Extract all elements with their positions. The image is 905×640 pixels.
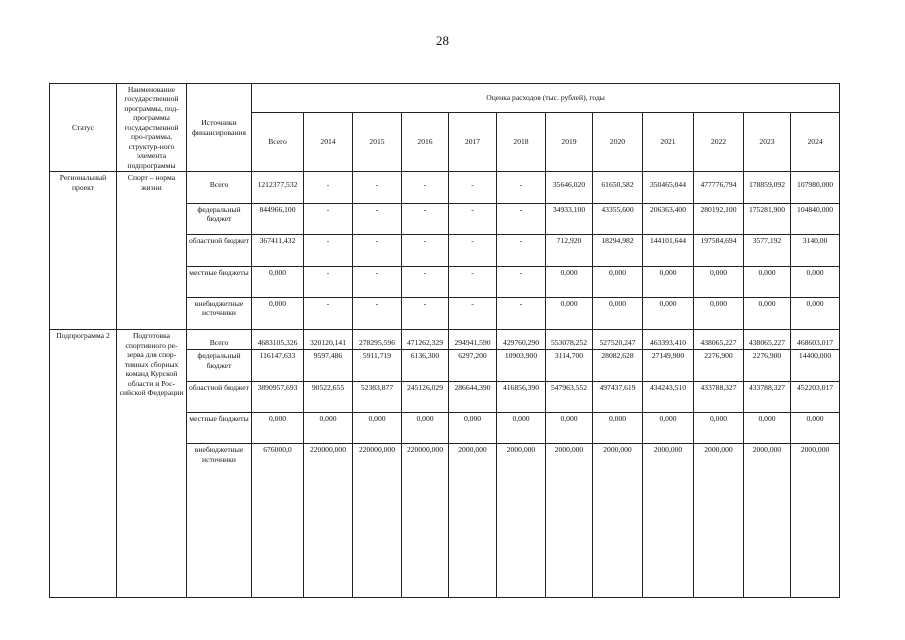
header-year: 2018 [497, 113, 546, 172]
cell-year-value: 14400,000 [791, 350, 840, 381]
cell-year-value: 206363,400 [643, 203, 694, 234]
cell-year-value: 280192,100 [694, 203, 744, 234]
cell-year-value: 0,000 [643, 412, 694, 443]
cell-year-value: 0,000 [791, 412, 840, 443]
cell-total: 3890957,693 [252, 381, 304, 412]
funding-source: Всего [187, 330, 252, 350]
cell-year-value: 175281,900 [744, 203, 791, 234]
cell-year-value: 3140,00 [791, 235, 840, 266]
cell-year-value: 3114,700 [546, 350, 593, 381]
cell-year-value: 6136,300 [402, 350, 449, 381]
cell-year-value: 294941,590 [449, 330, 497, 350]
header-sources: Источники финансирования [187, 84, 252, 172]
cell-total: 1212377,532 [252, 172, 304, 203]
header-total: Всего [252, 113, 304, 172]
cell-year-value: 433788,327 [744, 381, 791, 412]
cell-year-value: - [304, 235, 353, 266]
cell-year-value: 0,000 [593, 297, 643, 329]
cell-year-value: 107980,000 [791, 172, 840, 203]
cell-year-value: 5911,719 [353, 350, 402, 381]
header-year: 2016 [402, 113, 449, 172]
funding-source: местные бюджеты [187, 412, 252, 443]
funding-source: Всего [187, 172, 252, 203]
cell-year-value: 0,000 [694, 297, 744, 329]
cell-year-value: 0,000 [546, 412, 593, 443]
cell-year-value: 278295,596 [353, 330, 402, 350]
cell-year-value: 0,000 [593, 412, 643, 443]
cell-year-value: 18294,982 [593, 235, 643, 266]
cell-year-value: 0,000 [402, 412, 449, 443]
cell-year-value: 9597,486 [304, 350, 353, 381]
row-program-name: Подготовка спортивного ре-зерва для спор-тивных сборных команд Курской области и Рос-сийской Федерации [117, 330, 187, 598]
cell-year-value: 2000,000 [791, 444, 840, 598]
header-status: Статус [50, 84, 117, 172]
cell-year-value: 433788,327 [694, 381, 744, 412]
cell-total: 0,000 [252, 297, 304, 329]
cell-year-value: 43355,600 [593, 203, 643, 234]
cell-year-value: 0,000 [353, 412, 402, 443]
cell-year-value: 35646,020 [546, 172, 593, 203]
row-status: Региональный проект [50, 172, 117, 330]
cell-year-value: - [353, 172, 402, 203]
cell-year-value: 0,000 [497, 412, 546, 443]
cell-year-value: - [402, 172, 449, 203]
cell-year-value: 471262,329 [402, 330, 449, 350]
header-year: 2020 [593, 113, 643, 172]
cell-total: 676000,0 [252, 444, 304, 598]
cell-year-value: 2000,000 [744, 444, 791, 598]
cell-year-value: 220000,000 [353, 444, 402, 598]
cell-year-value: 553078,252 [546, 330, 593, 350]
cell-year-value: - [402, 203, 449, 234]
cell-year-value: 178859,092 [744, 172, 791, 203]
funding-source: областной бюджет [187, 235, 252, 266]
cell-year-value: 0,000 [449, 412, 497, 443]
cell-year-value: 463393,410 [643, 330, 694, 350]
cell-year-value: - [402, 235, 449, 266]
cell-year-value: 220000,000 [402, 444, 449, 598]
cell-year-value: 0,000 [304, 412, 353, 443]
cell-year-value: 90522,655 [304, 381, 353, 412]
funding-source: местные бюджеты [187, 266, 252, 297]
cell-total: 0,000 [252, 412, 304, 443]
cell-year-value: 438065,227 [744, 330, 791, 350]
cell-year-value: - [497, 203, 546, 234]
row-program-name: Спорт – норма жизни [117, 172, 187, 330]
cell-year-value: 0,000 [791, 266, 840, 297]
cell-year-value: 0,000 [694, 412, 744, 443]
cell-total: 116147,633 [252, 350, 304, 381]
cell-year-value: 6297,200 [449, 350, 497, 381]
cell-year-value: - [353, 235, 402, 266]
cell-year-value: 197584,694 [694, 235, 744, 266]
header-year: 2021 [643, 113, 694, 172]
cell-year-value: - [449, 297, 497, 329]
header-year: 2017 [449, 113, 497, 172]
table-row [50, 172, 840, 203]
header-year: 2024 [791, 113, 840, 172]
header-year: 2023 [744, 113, 791, 172]
funding-source: внебюджетные источники [187, 297, 252, 329]
funding-source: внебюджетные источники [187, 444, 252, 598]
cell-year-value: 2000,000 [497, 444, 546, 598]
cell-year-value: 34933,100 [546, 203, 593, 234]
cell-year-value: 286644,390 [449, 381, 497, 412]
cell-total: 844966,100 [252, 203, 304, 234]
cell-year-value: 104840,000 [791, 203, 840, 234]
cell-year-value: 220000,000 [304, 444, 353, 598]
cell-year-value: 61650,582 [593, 172, 643, 203]
cell-year-value: 0,000 [546, 297, 593, 329]
cell-year-value: 2000,000 [643, 444, 694, 598]
cell-year-value: - [353, 266, 402, 297]
cell-year-value: - [304, 297, 353, 329]
cell-year-value: - [449, 235, 497, 266]
cell-year-value: - [449, 266, 497, 297]
cell-year-value: - [497, 297, 546, 329]
cell-year-value: 2000,000 [546, 444, 593, 598]
cell-year-value: 2276,900 [694, 350, 744, 381]
cell-year-value: 0,000 [593, 266, 643, 297]
cell-year-value: 527520,247 [593, 330, 643, 350]
cell-year-value: 0,000 [791, 297, 840, 329]
header-year: 2022 [694, 113, 744, 172]
cell-year-value: - [497, 266, 546, 297]
cell-year-value: - [497, 235, 546, 266]
cell-year-value: - [449, 172, 497, 203]
header-year: 2019 [546, 113, 593, 172]
cell-year-value: 245126,029 [402, 381, 449, 412]
cell-total: 4683105,326 [252, 330, 304, 350]
cell-year-value: 438065,227 [694, 330, 744, 350]
cell-total: 367411,432 [252, 235, 304, 266]
cell-total: 0,000 [252, 266, 304, 297]
funding-source: федеральный бюджет [187, 350, 252, 381]
header-name: Наименование государственной программы, под-программы государственной про-граммы, структур-ного элемента подпрограммы [117, 84, 187, 172]
cell-year-value: 547963,552 [546, 381, 593, 412]
cell-year-value: 712,920 [546, 235, 593, 266]
cell-year-value: 3577,192 [744, 235, 791, 266]
cell-year-value: 2000,000 [449, 444, 497, 598]
budget-table [49, 83, 840, 598]
cell-year-value: - [449, 203, 497, 234]
cell-year-value: 2000,000 [593, 444, 643, 598]
cell-year-value: 52383,877 [353, 381, 402, 412]
cell-year-value: - [304, 172, 353, 203]
cell-year-value: 452203,017 [791, 381, 840, 412]
cell-year-value: - [304, 266, 353, 297]
cell-year-value: 0,000 [643, 266, 694, 297]
funding-source: федеральный бюджет [187, 203, 252, 234]
cell-year-value: - [497, 172, 546, 203]
cell-year-value: - [402, 266, 449, 297]
cell-year-value: - [304, 203, 353, 234]
cell-year-value: 416856,390 [497, 381, 546, 412]
cell-year-value: 350465,044 [643, 172, 694, 203]
header-year: 2015 [353, 113, 402, 172]
cell-year-value: 0,000 [546, 266, 593, 297]
cell-year-value: 0,000 [744, 266, 791, 297]
cell-year-value: 144101,644 [643, 235, 694, 266]
cell-year-value: 0,000 [744, 412, 791, 443]
cell-year-value: 0,000 [744, 297, 791, 329]
cell-year-value: - [353, 203, 402, 234]
cell-year-value: 477776,794 [694, 172, 744, 203]
cell-year-value: 2000,000 [694, 444, 744, 598]
cell-year-value: 429760,290 [497, 330, 546, 350]
cell-year-value: 10903,900 [497, 350, 546, 381]
funding-source: областной бюджет [187, 381, 252, 412]
table-row [50, 330, 840, 350]
cell-year-value: 434243,510 [643, 381, 694, 412]
cell-year-value: 468603,017 [791, 330, 840, 350]
cell-year-value: 320120,141 [304, 330, 353, 350]
cell-year-value: 0,000 [643, 297, 694, 329]
cell-year-value: 28082,628 [593, 350, 643, 381]
row-status: Подпрограмма 2 [50, 330, 117, 598]
header-year: 2014 [304, 113, 353, 172]
cell-year-value: 27149,900 [643, 350, 694, 381]
cell-year-value: 2276,900 [744, 350, 791, 381]
page-number: 28 [436, 33, 449, 48]
cell-year-value: 497437,619 [593, 381, 643, 412]
header-estimate: Оценка расходов (тыс. рублей), годы [252, 84, 840, 113]
cell-year-value: 0,000 [694, 266, 744, 297]
cell-year-value: - [402, 297, 449, 329]
cell-year-value: - [353, 297, 402, 329]
